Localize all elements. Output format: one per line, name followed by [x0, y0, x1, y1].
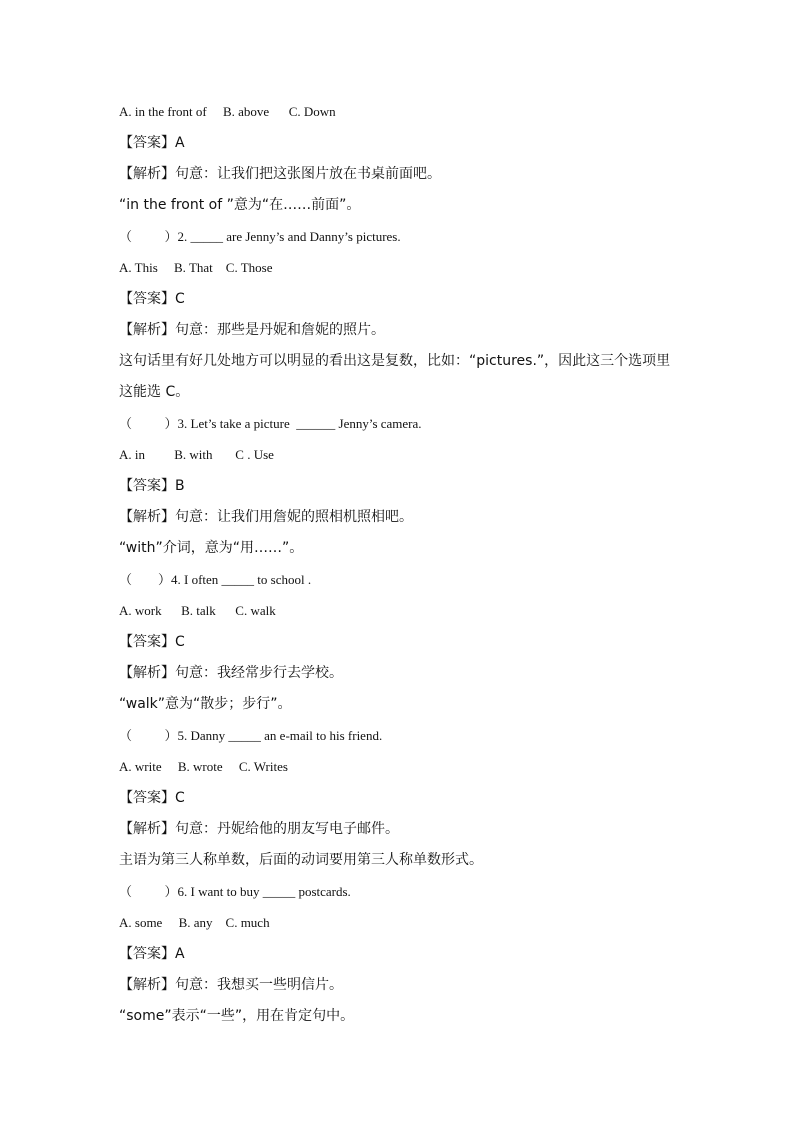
q1-explanation: 【解析】句意：让我们把这张图片放在书桌前面吧。 — [119, 166, 441, 182]
q4-options: A. work B. talk C. walk — [119, 603, 276, 618]
q3-options: A. in B. with C . Use — [119, 447, 274, 462]
q6-options: A. some B. any C. much — [119, 915, 270, 930]
q1-note: “in the front of ”意为“在……前面”。 — [119, 197, 361, 213]
q1-answer: 【答案】A — [119, 135, 185, 151]
q3-answer: 【答案】B — [119, 478, 185, 494]
q6-explanation: 【解析】句意：我想买一些明信片。 — [119, 977, 343, 993]
q2-note-2: 这能选 C。 — [119, 384, 190, 400]
q5-question: （ ）5. Danny _____ an e-mail to his friend. — [119, 728, 383, 743]
q5-answer: 【答案】C — [119, 790, 185, 806]
q4-question: （ ）4. I often _____ to school . — [119, 572, 312, 587]
q4-answer: 【答案】C — [119, 634, 185, 650]
q5-note: 主语为第三人称单数，后面的动词要用第三人称单数形式。 — [119, 852, 483, 868]
q2-answer: 【答案】C — [119, 291, 185, 307]
q3-question: （ ）3. Let’s take a picture ______ Jenny’s camera. — [119, 416, 422, 431]
q5-explanation: 【解析】句意：丹妮给他的朋友写电子邮件。 — [119, 821, 399, 837]
q2-explanation: 【解析】句意：那些是丹妮和詹妮的照片。 — [119, 322, 385, 338]
q2-note-1: 这句话里有好几处地方可以明显的看出这是复数，比如：“pictures.”，因此这三个选项里 — [119, 353, 671, 369]
q4-explanation: 【解析】句意：我经常步行去学校。 — [119, 665, 343, 681]
q6-answer: 【答案】A — [119, 946, 185, 962]
q3-explanation: 【解析】句意：让我们用詹妮的照相机照相吧。 — [119, 509, 413, 525]
q3-note: “with”介词，意为“用……”。 — [119, 540, 304, 556]
q2-options: A. This B. That C. Those — [119, 260, 273, 275]
q6-question: （ ）6. I want to buy _____ postcards. — [119, 884, 351, 899]
q6-note: “some”表示“一些”，用在肯定句中。 — [119, 1008, 355, 1024]
q4-note: “walk”意为“散步；步行”。 — [119, 696, 292, 712]
q2-question: （ ）2. _____ are Jenny’s and Danny’s pictures. — [119, 229, 401, 244]
q5-options: A. write B. wrote C. Writes — [119, 759, 288, 774]
q1-options: A. in the front of B. above C. Down — [119, 104, 336, 119]
